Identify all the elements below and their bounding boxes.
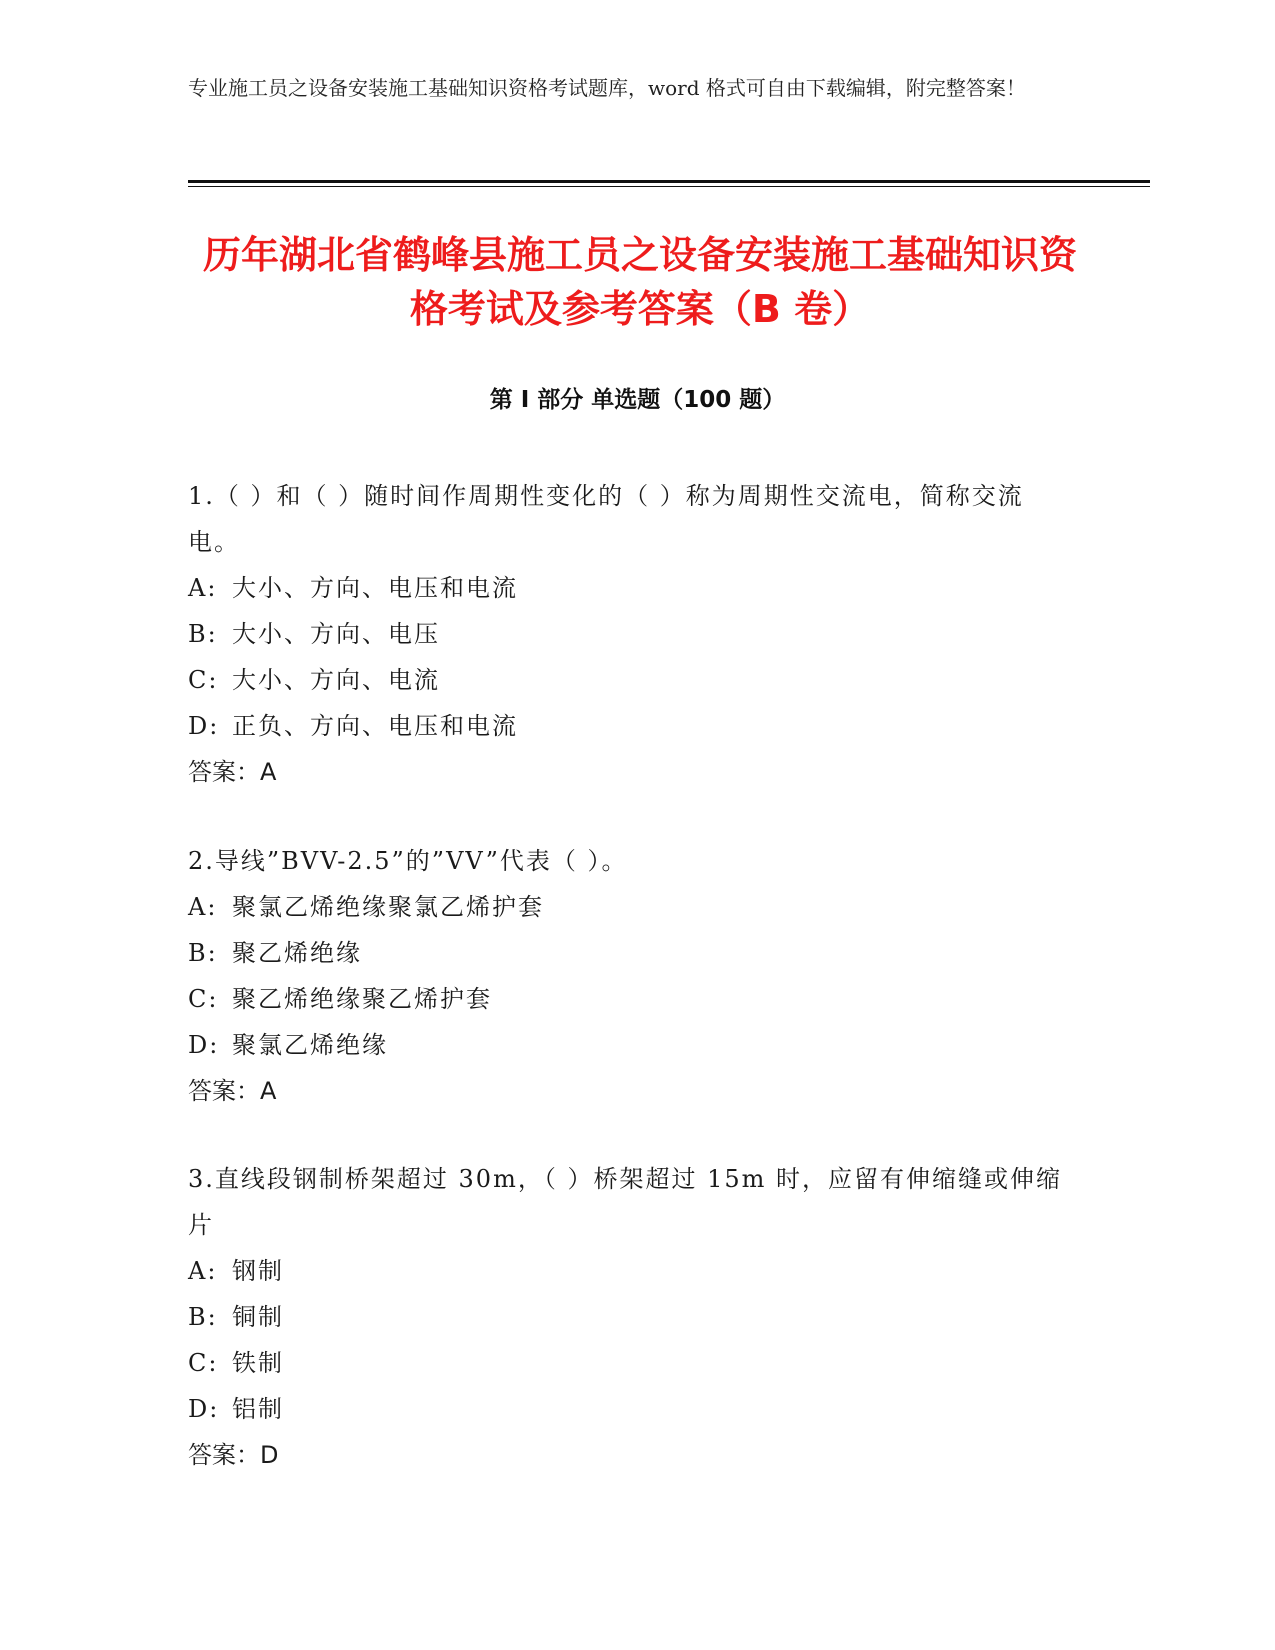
option-letter: B: <box>188 939 218 967</box>
option-text: 大小、方向、电压和电流 <box>232 574 518 602</box>
option-text: 大小、方向、电压 <box>232 620 440 648</box>
option-letter: A: <box>188 574 218 602</box>
option-letter: D: <box>188 1395 220 1423</box>
option-d <box>188 703 1068 749</box>
answer-value: A <box>260 758 277 786</box>
option-text: 聚乙烯绝缘聚乙烯护套 <box>232 985 492 1013</box>
option-c <box>188 976 1068 1022</box>
option-letter: C: <box>188 666 219 694</box>
option-a <box>188 565 1068 611</box>
header-note: 专业施工员之设备安装施工基础知识资格考试题库，word 格式可自由下载编辑，附完整答案！ <box>188 76 1026 100</box>
option-text: 正负、方向、电压和电流 <box>232 712 518 740</box>
option-text: 聚氯乙烯绝缘 <box>232 1031 388 1059</box>
answer-line <box>188 1432 1068 1478</box>
document-title: 历年湖北省鹤峰县施工员之设备安装施工基础知识资格考试及参考答案（B 卷） <box>202 233 1077 331</box>
option-letter: B: <box>188 1303 218 1331</box>
option-text: 铁制 <box>232 1349 284 1377</box>
option-letter: D: <box>188 1031 220 1059</box>
option-a <box>188 1248 1068 1294</box>
answer-value: D <box>260 1441 279 1469</box>
option-letter: C: <box>188 985 219 1013</box>
question-stem: 2.导线”BVV-2.5”的”VV”代表（ ）。 <box>188 847 628 875</box>
answer-label: 答案： <box>188 1077 260 1105</box>
option-letter: B: <box>188 620 218 648</box>
option-letter: A: <box>188 1257 218 1285</box>
option-b <box>188 930 1068 976</box>
option-b <box>188 611 1068 657</box>
option-a <box>188 884 1068 930</box>
option-b <box>188 1294 1068 1340</box>
option-d <box>188 1386 1068 1432</box>
option-c <box>188 1340 1068 1386</box>
section-heading: 第 I 部分 单选题（100 题） <box>489 387 786 413</box>
option-text: 大小、方向、电流 <box>232 666 440 694</box>
answer-label: 答案： <box>188 758 260 786</box>
question-1 <box>188 473 1068 795</box>
option-text: 聚乙烯绝缘 <box>232 939 362 967</box>
option-text: 钢制 <box>232 1257 284 1285</box>
answer-label: 答案： <box>188 1441 260 1469</box>
header-rule-thin <box>188 186 1150 187</box>
question-2 <box>188 838 1068 1114</box>
option-letter: A: <box>188 893 218 921</box>
option-text: 聚氯乙烯绝缘聚氯乙烯护套 <box>232 893 544 921</box>
option-letter: D: <box>188 712 220 740</box>
question-stem: 1.（ ）和（ ）随时间作周期性变化的（ ）称为周期性交流电，简称交流电。 <box>188 482 1024 556</box>
option-c <box>188 657 1068 703</box>
question-3 <box>188 1156 1068 1478</box>
answer-value: A <box>260 1077 277 1105</box>
answer-line <box>188 1068 1068 1114</box>
option-letter: C: <box>188 1349 219 1377</box>
answer-line <box>188 749 1068 795</box>
option-text: 铜制 <box>232 1303 284 1331</box>
header-rule-thick <box>188 180 1150 183</box>
option-d <box>188 1022 1068 1068</box>
option-text: 铝制 <box>232 1395 284 1423</box>
question-stem: 3.直线段钢制桥架超过 30m，（ ）桥架超过 15m 时，应留有伸缩缝或伸缩片 <box>188 1165 1063 1239</box>
